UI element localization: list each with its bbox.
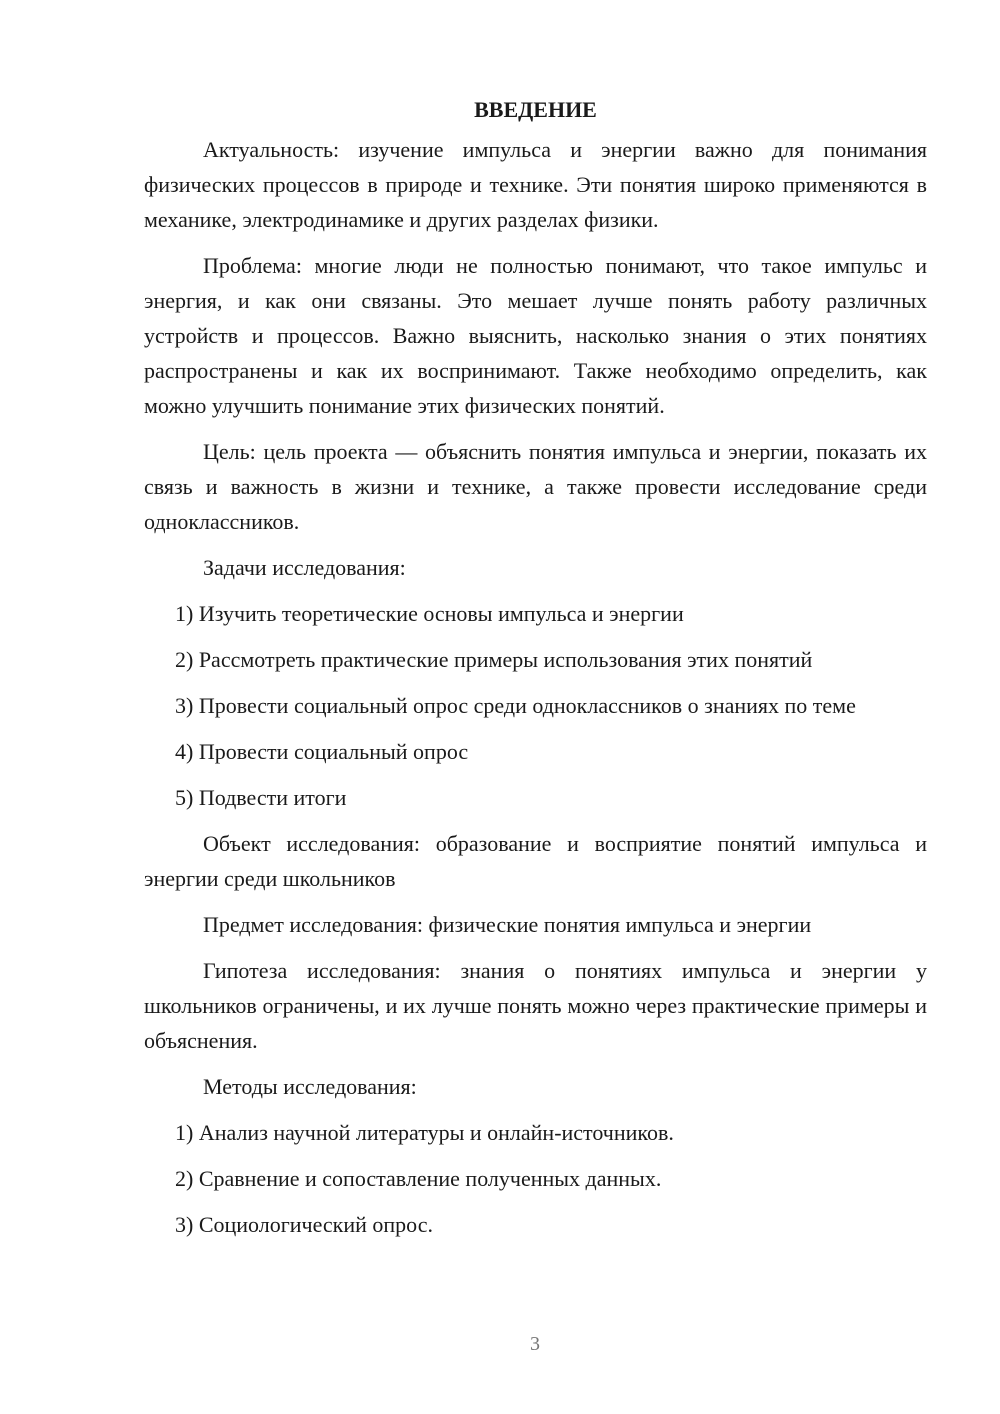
task-item: 3) Провести социальный опрос среди одноклассников о знаниях по теме [175,693,856,718]
goal-paragraph: Цель: цель проекта — объяснить понятия импульса и энергии, показать их связь и важность в жизни и технике, а также провести исследование среди одноклассников. [144,439,927,534]
task-item: 1) Изучить теоретические основы импульса и энергии [175,601,684,626]
task-item: 4) Провести социальный опрос [175,739,469,764]
section-title: ВВЕДЕНИЕ [474,97,597,122]
relevance-paragraph: Актуальность: изучение импульса и энергии важно для понимания физических процессов в природе и технике. Эти понятия широко применяются в механике, электродинамике и других разделах физики. [144,137,927,232]
method-item: 2) Сравнение и сопоставление полученных данных. [175,1166,662,1191]
subject-paragraph: Предмет исследования: физические понятия импульса и энергии [203,912,812,937]
hypothesis-paragraph: Гипотеза исследования: знания о понятиях импульса и энергии у школьников ограничены, и их лучше понять можно через практические примеры и объяснения. [144,958,927,1053]
methods-heading: Методы исследования: [203,1074,417,1099]
page-number: 3 [530,1333,540,1355]
problem-paragraph: Проблема: многие люди не полностью понимают, что такое импульс и энергия, и как они связаны. Это мешает лучше понять работу различных устройств и процессов. Важно выяснить, насколько знания о этих понятиях распространены и как их воспринимают. Также необходимо определить, как можно улучшить понимание этих физических понятий. [144,253,927,418]
tasks-heading: Задачи исследования: [203,555,406,580]
method-item: 3) Социологический опрос. [175,1212,433,1237]
object-paragraph: Объект исследования: образование и восприятие понятий импульса и энергии среди школьников [144,831,927,891]
method-item: 1) Анализ научной литературы и онлайн-источников. [175,1120,674,1145]
task-item: 2) Рассмотреть практические примеры использования этих понятий [175,647,813,672]
task-item: 5) Подвести итоги [175,785,347,810]
document-page [144,92,927,1253]
